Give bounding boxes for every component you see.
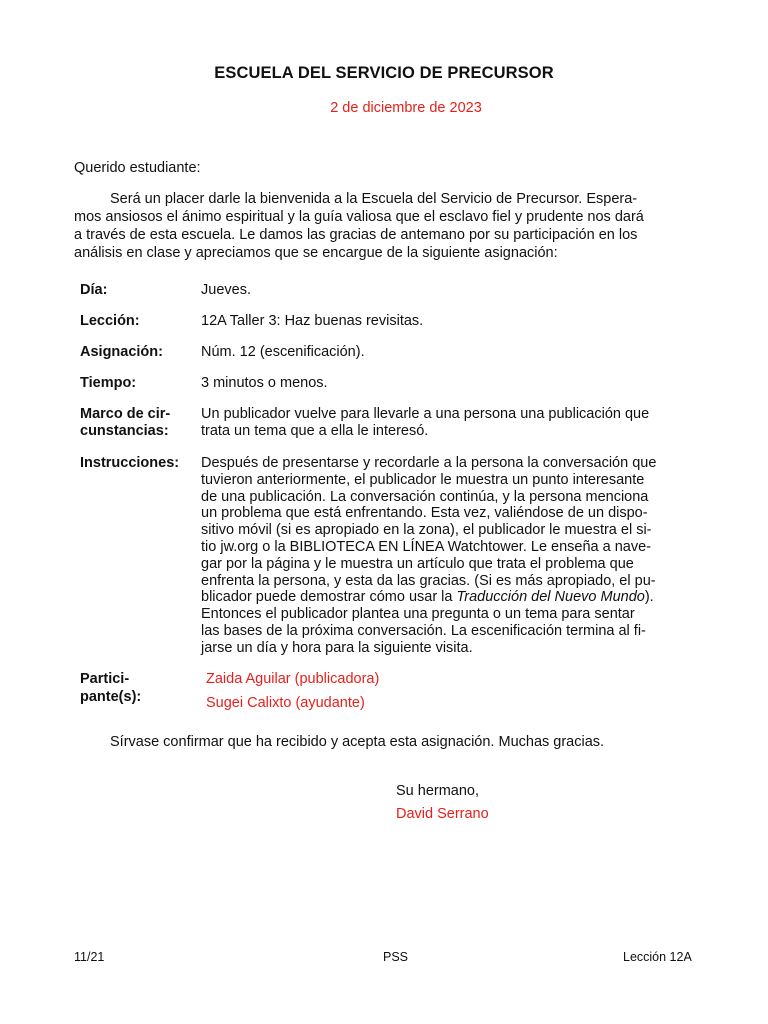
label-asignacion: Asignación: bbox=[80, 344, 163, 360]
footer-school-code: PSS bbox=[383, 950, 409, 964]
label-leccion: Lección: bbox=[80, 313, 140, 329]
page-title: ESCUELA DEL SERVICIO DE PRECURSOR bbox=[214, 64, 554, 82]
value-leccion: 12A Taller 3: Haz buenas revisitas. bbox=[201, 313, 424, 329]
value-dia: Jueves. bbox=[201, 282, 251, 298]
value-instrucciones: Después de presentarse y recordarle a la persona la conversación que tuvieron anteriormente, el publicador le muestra un punto interesante de una publicación. La conversación continúa, y la persona menciona un problema que está enfrentando. Esta vez, valiéndose de un dispo- sitivo móvil (si es apropiado en la zona), el publicador le muestra el si- tio jw.org o la BIBLIOTECA EN LÍNEA Watchtower. Le enseña a nave- gar por la página y le muestra un artículo que trata el problema que enfrenta la persona, y esta da las gracias. (Si es más apropiado, el pu- blicador puede demostrar cómo usar la Traducción del Nuevo Mundo). Entonces el publicador plantea una pregunta o un tema para sentar las bases de la próxima conversación. La escenificación termina al fi- jarse un día y hora para la siguiente visita. bbox=[201, 455, 657, 656]
bible-title: Traducción del Nuevo Mundo bbox=[456, 589, 645, 606]
salutation: Su hermano, bbox=[396, 783, 480, 799]
intro-paragraph bbox=[74, 190, 678, 262]
intro-line: a través de esta escuela. Le damos las gracias de antemano por su participación en los bbox=[74, 227, 638, 243]
participant-name: Zaida Aguilar (publicadora) bbox=[206, 671, 380, 687]
value-marco: Un publicador vuelve para llevarle a una persona una publicación que trata un tema que a ella le interesó. bbox=[201, 406, 650, 439]
intro-line: análisis en clase y apreciamos que se encargue de la siguiente asignación: bbox=[74, 245, 558, 261]
label-dia: Día: bbox=[80, 282, 108, 298]
value-participantes bbox=[206, 670, 696, 712]
label-marco: Marco de cir- cunstancias: bbox=[80, 406, 171, 439]
intro-line: mos ansiosos el ánimo espiritual y la guía valiosa que el esclavo fiel y prudente nos dará bbox=[74, 209, 644, 225]
footer-form-code: 11/21 bbox=[74, 950, 105, 964]
intro-line: Será un placer darle la bienvenida a la Escuela del Servicio de Precursor. Espera- bbox=[110, 191, 638, 207]
letter-date: 2 de diciembre de 2023 bbox=[330, 100, 482, 116]
participant-name: Sugei Calixto (ayudante) bbox=[206, 695, 365, 711]
greeting: Querido estudiante: bbox=[74, 160, 201, 176]
signature-block bbox=[396, 780, 489, 826]
label-tiempo: Tiempo: bbox=[80, 375, 137, 391]
value-tiempo: 3 minutos o menos. bbox=[201, 375, 328, 391]
footer-lesson: Lección 12A bbox=[623, 950, 692, 964]
label-instrucciones: Instrucciones: bbox=[80, 455, 180, 471]
value-asignacion: Núm. 12 (escenificación). bbox=[201, 344, 365, 360]
signer-name: David Serrano bbox=[396, 806, 489, 822]
closing-text: Sírvase confirmar que ha recibido y acepta esta asignación. Muchas gracias. bbox=[110, 734, 605, 750]
label-participantes: Partici- pante(s): bbox=[80, 671, 142, 705]
